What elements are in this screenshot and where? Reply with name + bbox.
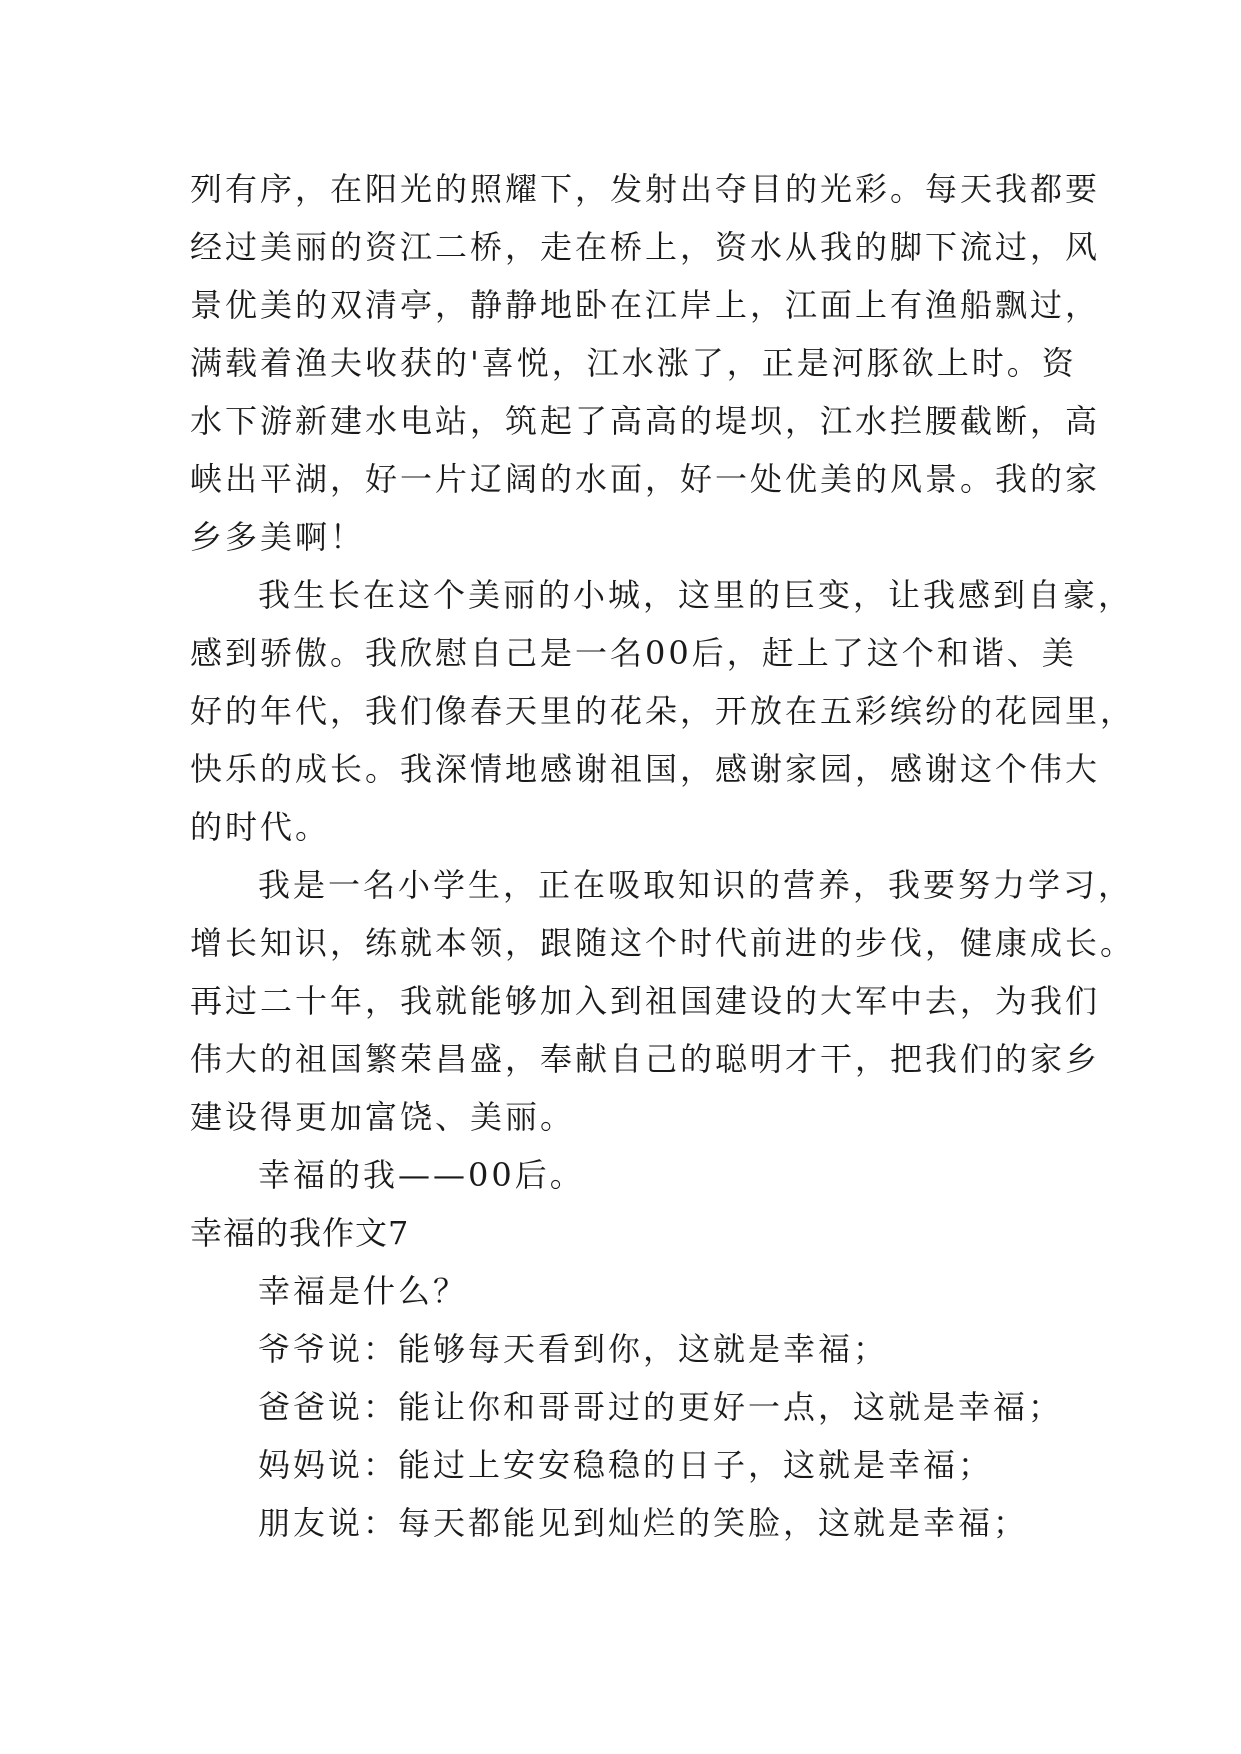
text-line: 经过美丽的资江二桥，走在桥上，资水从我的脚下流过，风 — [190, 228, 1101, 266]
paragraph-2 — [190, 566, 1136, 856]
text-line: 满载着渔夫收获的'喜悦，江水涨了，正是河豚欲上时。资 — [190, 344, 1077, 382]
text-line: 峡出平湖，好一片辽阔的水面，好一处优美的风景。我的家 — [190, 460, 1101, 498]
text-line: 水下游新建水电站，筑起了高高的堤坝，江水拦腰截断，高 — [190, 402, 1101, 440]
text-line: 再过二十年，我就能够加入到祖国建设的大军中去，为我们 — [190, 982, 1101, 1020]
text-line: 我是一名小学生，正在吸取知识的营养，我要努力学习， — [258, 866, 1134, 904]
paragraph-4: 幸福的我——00后。 — [258, 1156, 585, 1194]
text-line: 列有序，在阳光的照耀下，发射出夺目的光彩。每天我都要 — [190, 170, 1101, 208]
text-line: 我生长在这个美丽的小城，这里的巨变，让我感到自豪， — [258, 576, 1134, 614]
text-line: 快乐的成长。我深情地感谢祖国，感谢家园，感谢这个伟大 — [190, 750, 1101, 788]
text-line: 好的年代，我们像春天里的花朵，开放在五彩缤纷的花园里， — [190, 692, 1136, 730]
paragraph-7: 爸爸说：能让你和哥哥过的更好一点，这就是幸福； — [258, 1388, 1064, 1426]
text-line: 感到骄傲。我欣慰自己是一名00后，赶上了这个和谐、美 — [190, 634, 1077, 672]
paragraph-5: 幸福是什么？ — [258, 1272, 469, 1310]
text-line: 景优美的双清亭，静静地卧在江岸上，江面上有渔船飘过， — [190, 286, 1101, 324]
paragraph-6: 爷爷说：能够每天看到你，这就是幸福； — [258, 1330, 889, 1368]
document-body — [190, 160, 1136, 1552]
text-line: 乡多美啊！ — [190, 518, 366, 556]
text-line: 增长知识，练就本领，跟随这个时代前进的步伐，健康成长。 — [190, 924, 1136, 962]
paragraph-3 — [190, 856, 1136, 1146]
section-heading: 幸福的我作文7 — [190, 1214, 410, 1252]
text-line: 的时代。 — [190, 808, 331, 846]
text-line: 建设得更加富饶、美丽。 — [190, 1098, 576, 1136]
paragraph-9: 朋友说：每天都能见到灿烂的笑脸，这就是幸福； — [258, 1504, 1029, 1542]
paragraph-1 — [190, 160, 1101, 566]
text-line: 伟大的祖国繁荣昌盛，奉献自己的聪明才干，把我们的家乡 — [190, 1040, 1101, 1078]
paragraph-8: 妈妈说：能过上安安稳稳的日子，这就是幸福； — [258, 1446, 994, 1484]
